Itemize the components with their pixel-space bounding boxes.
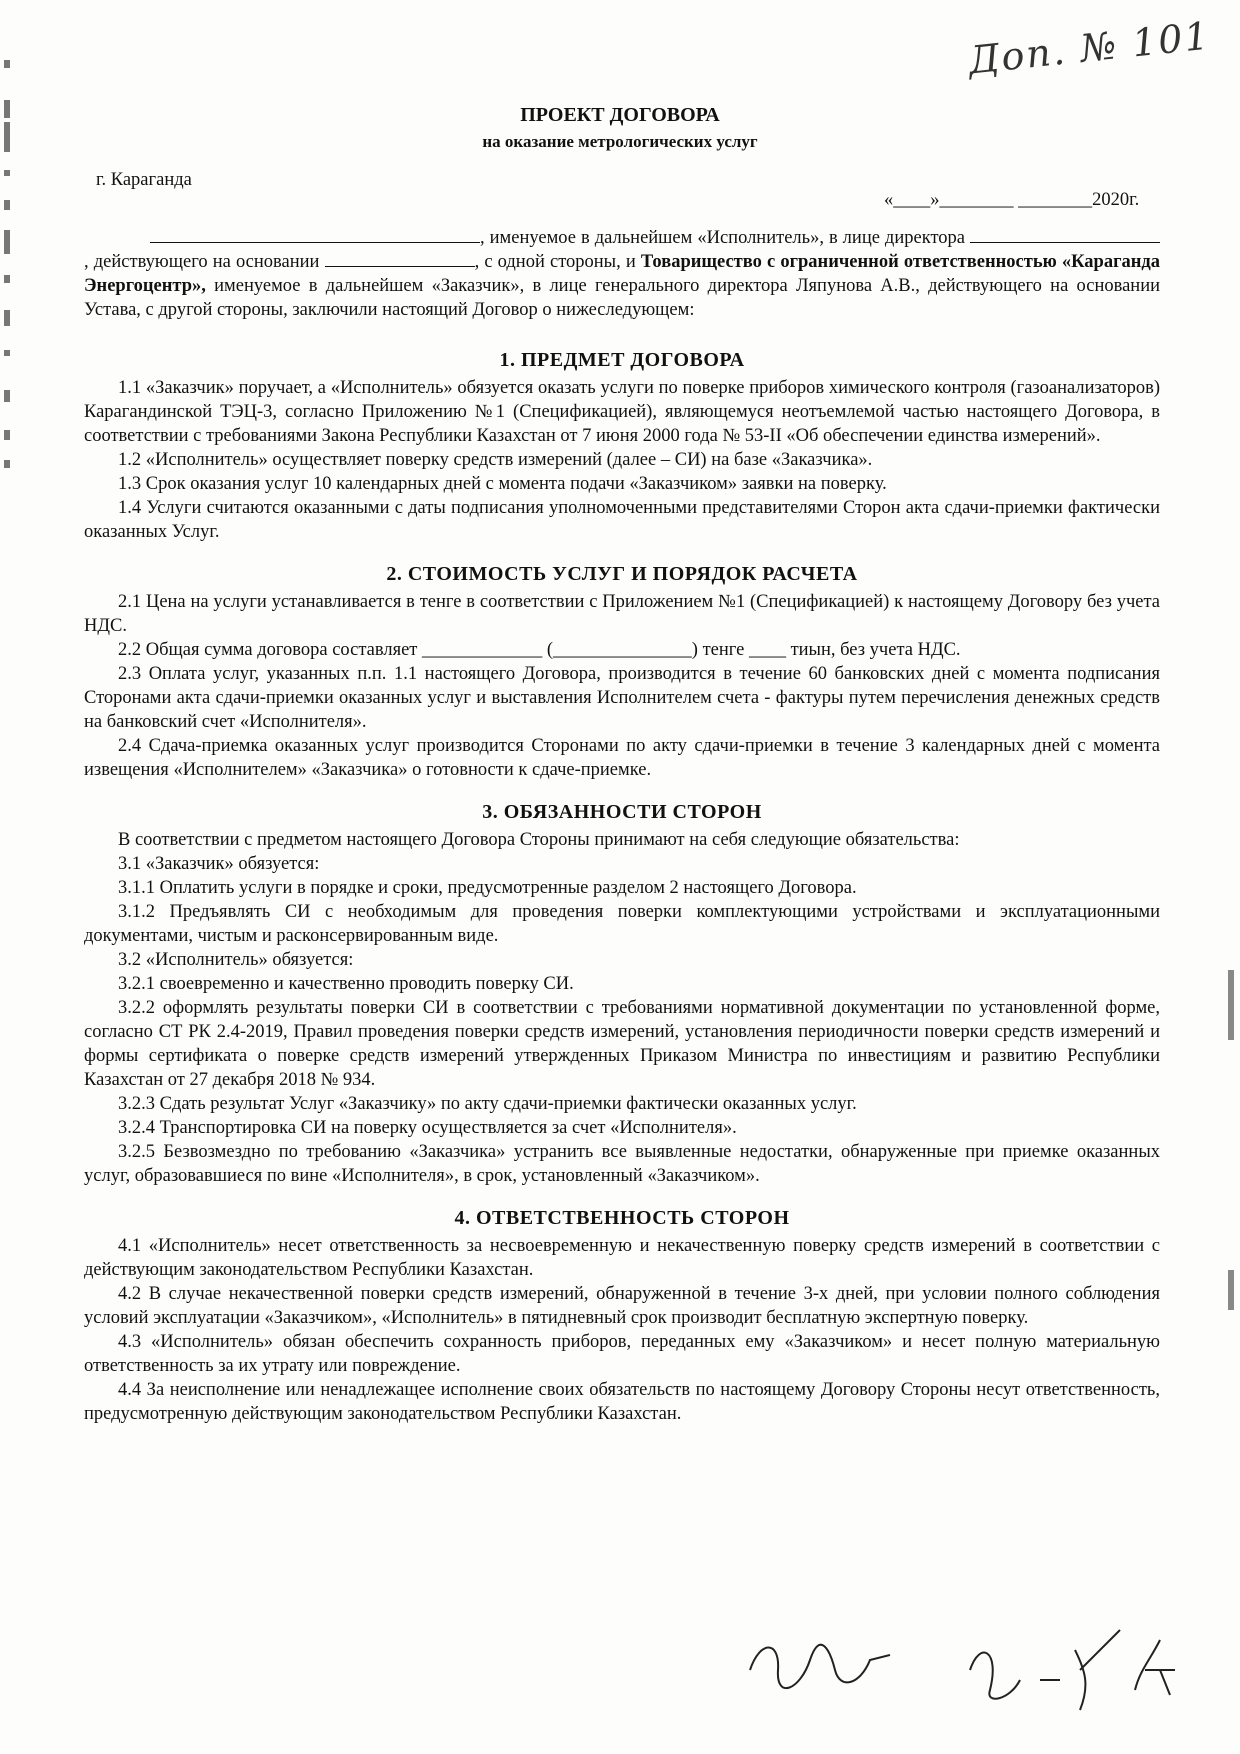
customer-name: Товарищество с ограниченной ответственностью «Караганда Энергоцентр»,: [84, 252, 1161, 296]
right-edge-mark: [1228, 970, 1234, 1040]
preamble-text: , с одной стороны, и: [474, 252, 636, 272]
section-heading: 3. ОБЯЗАННОСТИ СТОРОН: [482, 801, 762, 823]
clause: 2.4 Сдача-приемка оказанных услуг производится Сторонами по акту сдачи-приемки в течение 3 календарных дней с момента извещения «Исполнителем» «Заказчика» о готовности к сдаче-приемке.: [84, 736, 1160, 780]
clause: 3.2.2 оформлять результаты поверки СИ в соответствии с требованиями нормативной документации по установленной форме, согласно СТ РК 2.4-2019, Правил проведения поверки средств измерений, установления периодичности поверки средств измерений и формы сертификата о поверке средств измерений утвержденных Приказом Министра по инвестициям и развитию Республики Казахстан от 27 декабря 2018 № 934.: [84, 998, 1160, 1090]
clause: 1.3 Срок оказания услуг 10 календарных дней с момента подачи «Заказчиком» заявки на поверку.: [118, 474, 887, 494]
right-edge-mark: [1228, 1270, 1234, 1310]
section-intro: В соответствии с предметом настоящего Договора Стороны принимают на себя следующие обязательства:: [118, 830, 960, 850]
clause: 3.2.4 Транспортировка СИ на поверку осуществляется за счет «Исполнителя».: [118, 1118, 737, 1138]
contract-body: [84, 226, 1160, 1426]
clause: 4.1 «Исполнитель» несет ответственность за несвоевременную и некачественную поверку средств измерений в соответствии с действующим законодательством Республики Казахстан.: [84, 1236, 1160, 1280]
clause: 4.2 В случае некачественной поверки средств измерений, обнаруженной в течение 3-х дней, при условии полного соблюдения условий эксплуатации «Заказчиком», «Исполнитель» в пятидневный срок производит бесплатную экспертную поверку.: [84, 1284, 1160, 1328]
document-subtitle: на оказание метрологических услуг: [482, 132, 758, 151]
preamble-text: , действующего на основании: [84, 252, 320, 272]
preamble-text: именуемое в дальнейшем «Заказчик», в лице генерального директора Ляпунова А.В., действующего на основании Устава, с другой стороны, заключили настоящий Договор о нижеследующем:: [84, 276, 1161, 320]
clause: 3.2.5 Безвозмездно по требованию «Заказчика» устранить все выявленные недостатки, обнаруженные при приемке оказанных услуг, образовавшиеся по вине «Исполнителя», в срок, установленный «Заказчиком».: [84, 1142, 1160, 1186]
contract-date: «____»________ ________2020г.: [884, 190, 1140, 210]
clause: 2.2 Общая сумма договора составляет _____________ (_______________) тенге ____ тиын, без учета НДС.: [118, 640, 961, 660]
clause: 2.3 Оплата услуг, указанных п.п. 1.1 настоящего Договора, производится в течение 60 банковских дней с момента подписания Сторонами акта сдачи-приемки оказанных услуг и выставления Исполнителем счета - фактуры путем перечисления денежных средств на банковский счет «Исполнителя».: [84, 664, 1160, 732]
clause: 3.2.3 Сдать результат Услуг «Заказчику» по акту сдачи-приемки фактически оказанных услуг.: [118, 1094, 857, 1114]
preamble-text: именуемое в дальнейшем «Исполнитель», в лице директора: [489, 228, 965, 248]
clause: 4.3 «Исполнитель» обязан обеспечить сохранность приборов, переданных ему «Заказчиком» и несет полную материальную ответственность за их утрату или повреждение.: [84, 1332, 1160, 1376]
handwritten-initials: [740, 1630, 920, 1700]
clause: 1.2 «Исполнитель» осуществляет поверку средств измерений (далее – СИ) на базе «Заказчика».: [118, 450, 873, 470]
clause: 3.1 «Заказчик» обязуется:: [118, 854, 320, 874]
document-title: ПРОЕКТ ДОГОВОРА: [520, 104, 720, 126]
section-heading: 1. ПРЕДМЕТ ДОГОВОРА: [499, 349, 745, 371]
preamble: , именуемое в дальнейшем «Исполнитель», в лице директора , действующего на основании , с одной стороны, и Товарищество с ограниченной ответственностью «Караганда Энергоцентр», именуемое в дальнейшем «Заказчик», в лице генерального директора Ляпунова А.В., действующего на основании Устава, с другой стороны, заключили настоящий Договор о нижеследующем:: [84, 228, 1161, 320]
director-name-blank: [970, 226, 1160, 243]
section-heading: 2. СТОИМОСТЬ УСЛУГ И ПОРЯДОК РАСЧЕТА: [386, 563, 858, 585]
basis-blank: [325, 250, 475, 267]
city: г. Караганда: [96, 170, 192, 190]
clause: 1.1 «Заказчик» поручает, а «Исполнитель» обязуется оказать услуги по поверке приборов химического контроля (газоанализаторов) Карагандинской ТЭЦ-3, согласно Приложению №1 (Спецификацией), являющемуся неотъемлемой частью настоящего Договора, в соответствии с требованиями Закона Республики Казахстан от 7 июня 2000 года № 53-II «Об обеспечении единства измерений».: [84, 378, 1160, 446]
handwritten-signature: [950, 1610, 1190, 1720]
clause: 3.1.2 Предъявлять СИ с необходимым для проведения поверки комплектующими устройствами и эксплуатационными документами, чистым и расконсервированным виде.: [84, 902, 1160, 946]
section-heading: 4. ОТВЕТСТВЕННОСТЬ СТОРОН: [454, 1207, 790, 1229]
clause: 1.4 Услуги считаются оказанными с даты подписания уполномоченными представителями Сторон акта сдачи-приемки фактически оказанных Услуг.: [84, 498, 1160, 542]
executor-name-blank: [150, 226, 480, 243]
clause: 3.2.1 своевременно и качественно проводить поверку СИ.: [118, 974, 574, 994]
clause: 3.1.1 Оплатить услуги в порядке и сроки, предусмотренные разделом 2 настоящего Договора.: [118, 878, 857, 898]
clause: 4.4 За неисполнение или ненадлежащее исполнение своих обязательств по настоящему Договору Стороны несут ответственность, предусмотренную действующим законодательством Республики Казахстан.: [84, 1380, 1160, 1424]
clause: 2.1 Цена на услуги устанавливается в тенге в соответствии с Приложением №1 (Спецификацией) к настоящему Договору без учета НДС.: [84, 592, 1160, 636]
handwritten-note: Доп. № 101: [966, 13, 1213, 83]
clause: 3.2 «Исполнитель» обязуется:: [118, 950, 354, 970]
